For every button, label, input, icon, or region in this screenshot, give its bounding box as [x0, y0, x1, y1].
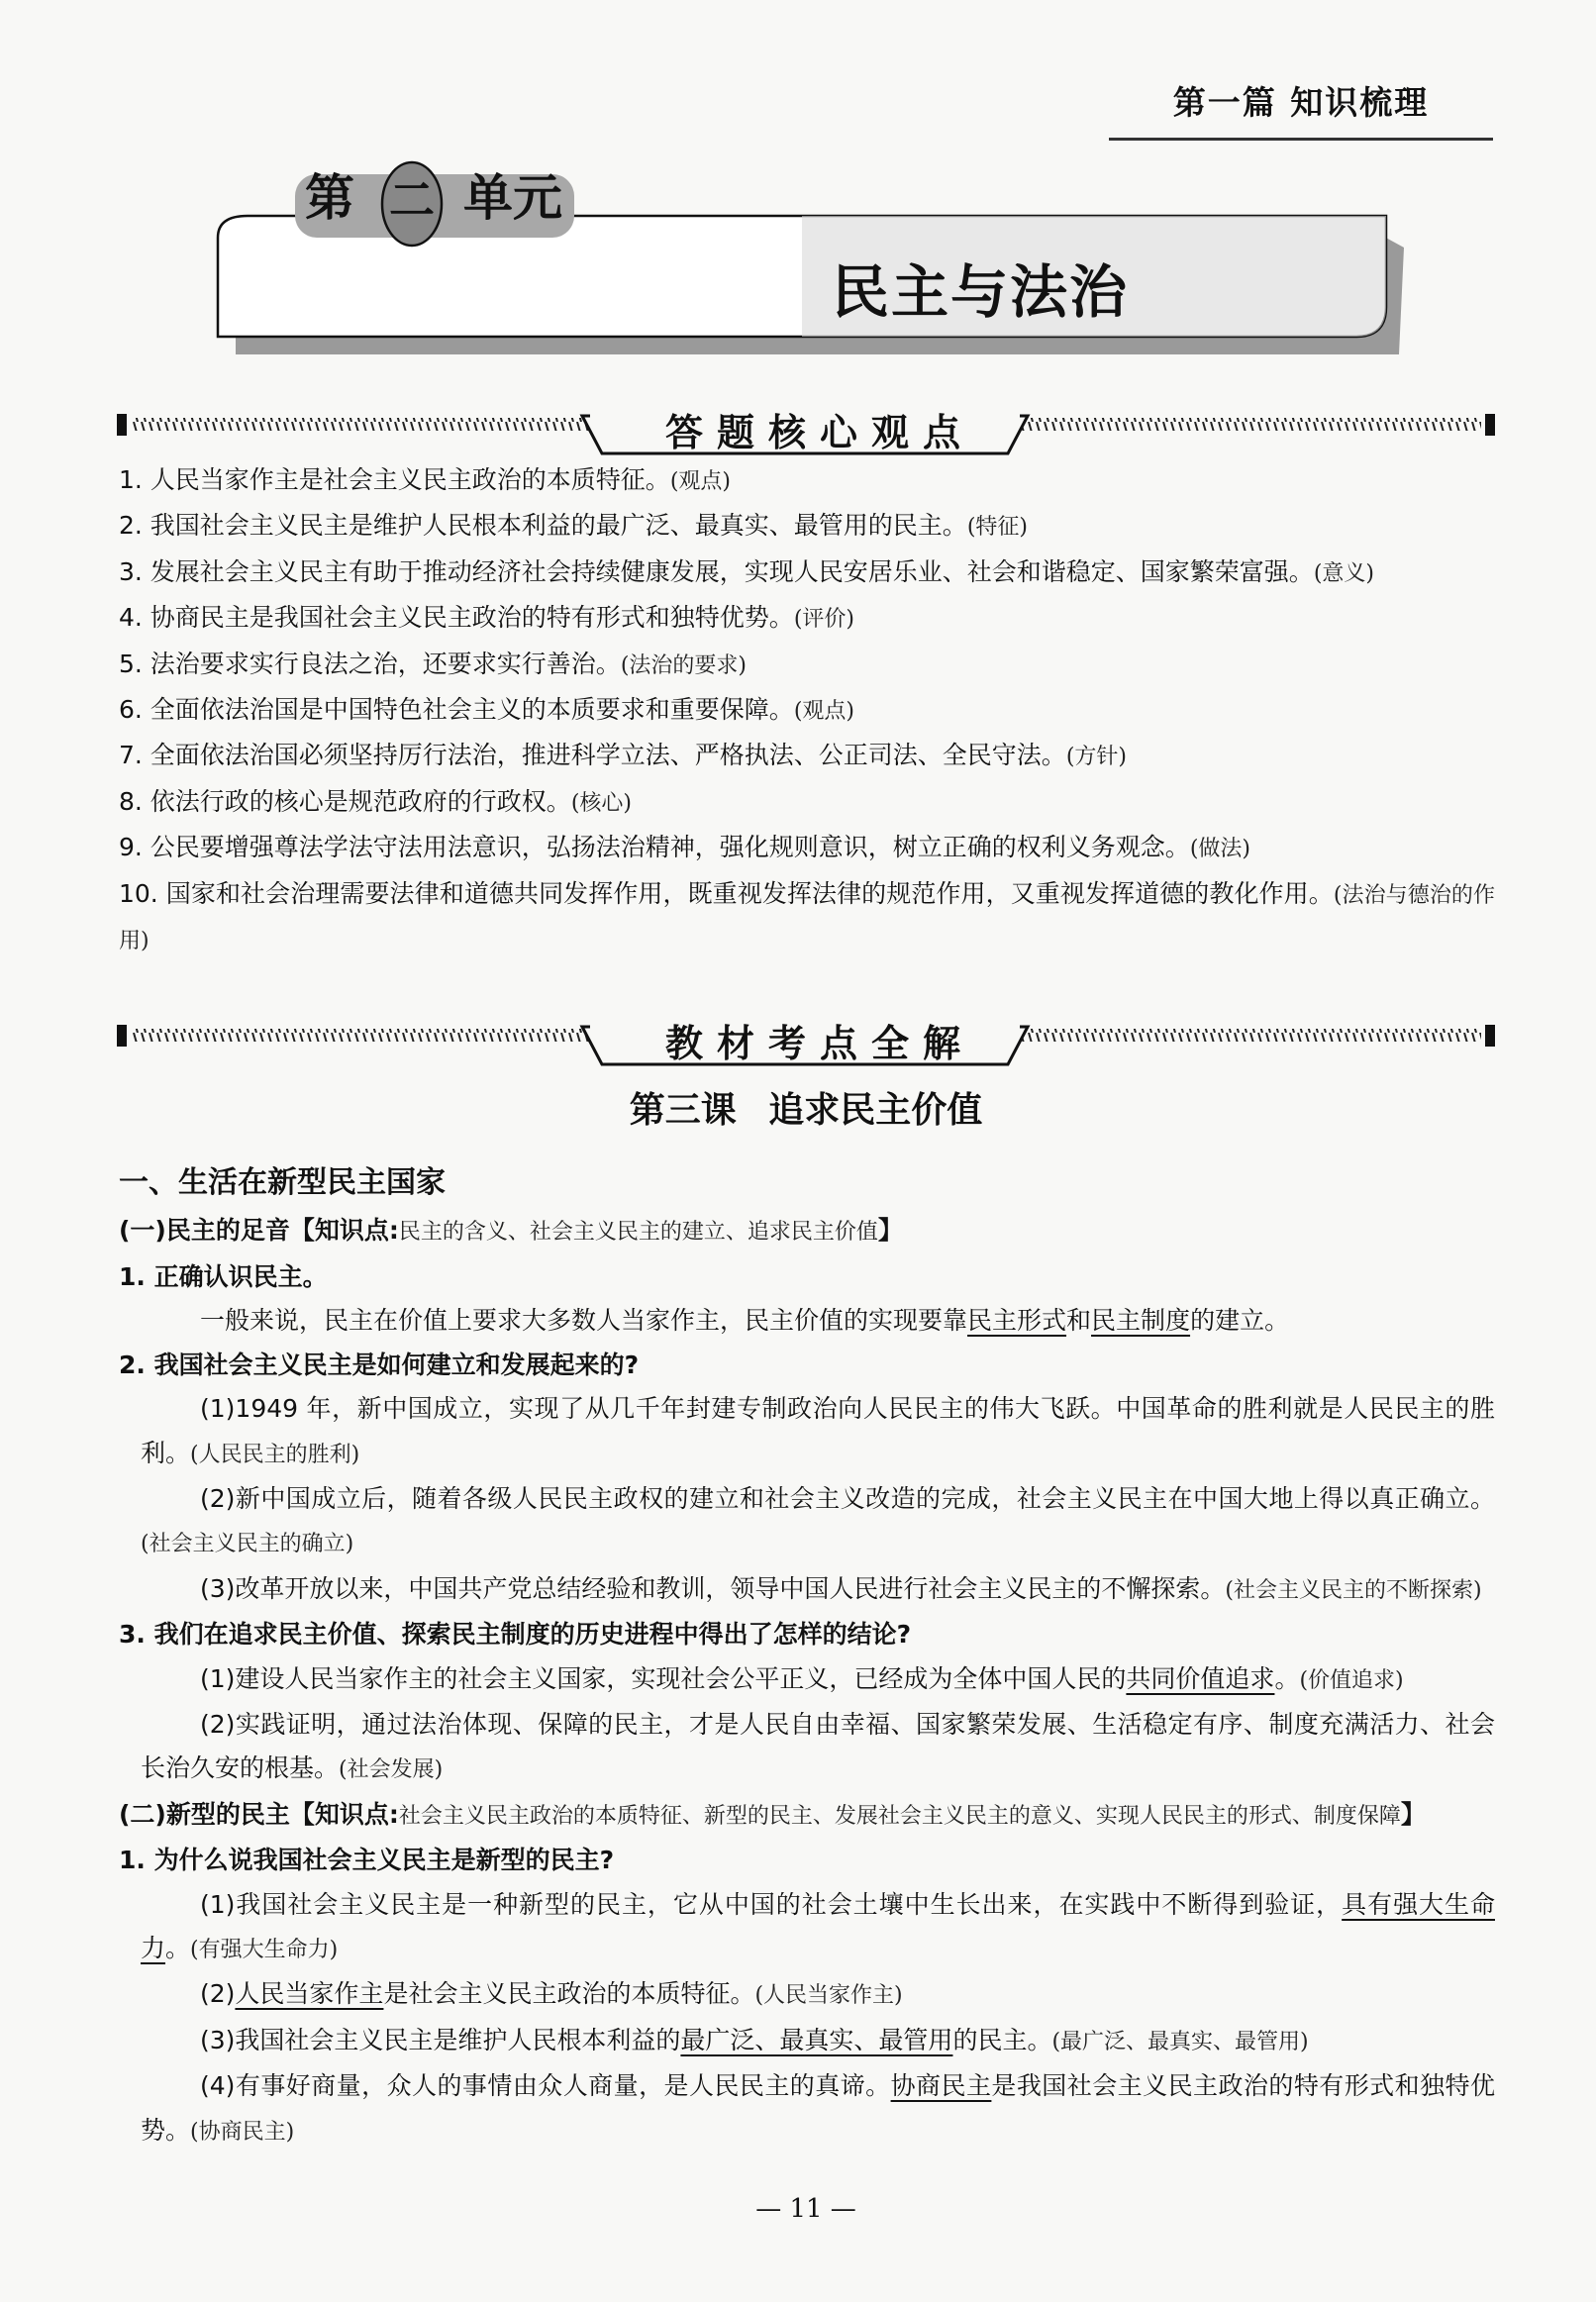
text-segment: (一)民主的足音【知识点: [119, 1216, 399, 1246]
section-title: 教材考点全解 [664, 1022, 974, 1066]
annotation: (协商民主) [190, 2119, 295, 2145]
annotation: (意义) [1313, 560, 1374, 586]
section-header-core-points [117, 394, 1495, 457]
annotation: (做法) [1189, 837, 1250, 862]
content-paragraph [119, 1387, 1495, 1477]
content-paragraph [119, 1883, 1495, 1973]
text-segment: 1. 人民当家作主是社会主义民主政治的本质特征。 [119, 465, 670, 494]
text-segment: (4)有事好商量，众人的事情由众人商量，是人民民主的真谛。 [200, 2071, 891, 2101]
underlined-keyword: 民主形式 [967, 1306, 1067, 1336]
annotation: (特征) [966, 515, 1028, 541]
underlined-keyword: 人民当家作主 [235, 1979, 384, 2009]
text-segment: 的民主。 [952, 2025, 1052, 2054]
unit-title: 民主与法治 [832, 258, 1130, 326]
unit-suffix: 单元 [463, 168, 562, 227]
text-segment: (1)建设人民当家作主的社会主义国家，实现社会公平正义，已经成为全体中国人民的 [200, 1663, 1127, 1693]
content-paragraph [119, 1793, 1495, 1839]
content-paragraph [119, 1477, 1495, 1567]
annotation: (方针) [1065, 745, 1127, 770]
annotation: (人民民主的胜利) [190, 1442, 360, 1467]
text-segment: (二)新型的民主【知识点: [119, 1799, 399, 1829]
text-segment: 2. 我国社会主义民主是维护人民根本利益的最广泛、最真实、最管用的民主。 [119, 511, 967, 541]
core-point-item [119, 458, 1495, 504]
content-paragraph [119, 1299, 1495, 1343]
content-paragraph [119, 1255, 1495, 1299]
text-segment: 8. 依法行政的核心是规范政府的行政权。 [119, 786, 571, 816]
text-segment: (2) [200, 1979, 236, 2009]
lesson-title: 第三课 追求民主价值 [629, 1090, 983, 1132]
text-segment: 。 [1274, 1663, 1300, 1693]
content-paragraph [119, 1657, 1495, 1703]
core-point-item [119, 643, 1495, 688]
text-segment: (1)1949 年，新中国成立，实现了从几千年封建专制政治向人民民主的伟大飞跃。中国革命的胜利就是人民民主的胜利。 [141, 1394, 1495, 1467]
text-segment: 4. 协商民主是我国社会主义民主政治的特有形式和独特优势。 [119, 603, 794, 633]
text-segment: 6. 全面依法治国是中国特色社会主义的本质要求和重要保障。 [119, 695, 794, 725]
text-segment: 10. 国家和社会治理需要法律和道德共同发挥作用，既重视发挥法律的规范作用，又重视发挥道德的教化作用。 [119, 878, 1334, 908]
annotation: 社会主义民主政治的本质特征、新型的民主、发展社会主义民主的意义、实现人民民主的形式、制度保障 [398, 1803, 1401, 1829]
part-title: 第一篇 知识梳理 [1109, 77, 1493, 141]
text-segment: 是我国社会主义民主政治的特有形式和独特优势。 [141, 2071, 1495, 2145]
core-point-item [119, 734, 1495, 779]
text-segment: 9. 公民要增强尊法学法守法用法意识，弘扬法治精神，强化规则意识，树立正确的权利义务观念。 [119, 833, 1190, 862]
unit-prefix: 第 [305, 168, 354, 227]
text-segment: 和 [1066, 1306, 1092, 1336]
content-paragraph [119, 1344, 1495, 1387]
annotation: (核心) [570, 790, 632, 816]
text-segment: 。 [165, 1933, 191, 1962]
core-point-item [119, 780, 1495, 826]
content-paragraph [119, 2064, 1495, 2154]
annotation: (人民当家作主) [754, 1983, 903, 2009]
core-point-item [119, 596, 1495, 642]
page-number: — 11 — [755, 2194, 856, 2224]
content-paragraph [119, 1209, 1495, 1254]
core-point-item [119, 550, 1495, 596]
page-body [117, 458, 1495, 2224]
text-segment: 一、生活在新型民主国家 [119, 1165, 446, 1201]
underlined-keyword: 共同价值追求 [1126, 1663, 1275, 1693]
unit-number: 二 [389, 173, 435, 227]
text-segment: (3)我国社会主义民主是维护人民根本利益的 [200, 2025, 681, 2054]
text-segment: (2)新中国成立后，随着各级人民民主政权的建立和社会主义改造的完成，社会主义民主在中国大地上得以真正确立。 [200, 1483, 1495, 1513]
annotation: 民主的含义、社会主义民主的建立、追求民主价值 [398, 1220, 878, 1246]
text-segment: 3. 我们在追求民主价值、探索民主制度的历史进程中得出了怎样的结论? [119, 1620, 912, 1650]
text-segment: (3)改革开放以来，中国共产党总结经验和教训，领导中国人民进行社会主义民主的不懈探索。 [200, 1573, 1226, 1603]
text-segment: 3. 发展社会主义民主有助于推动经济社会持续健康发展，实现人民安居乐业、社会和谐稳定、国家繁荣富强。 [119, 556, 1314, 586]
section-title: 答题核心观点 [664, 411, 974, 454]
annotation: (价值追求) [1299, 1667, 1404, 1693]
text-segment: 2. 我国社会主义民主是如何建立和发展起来的? [119, 1350, 640, 1379]
core-point-item [119, 872, 1495, 964]
content-paragraph [119, 1157, 1495, 1209]
content-paragraph [119, 1839, 1495, 1882]
annotation: (观点) [793, 699, 854, 725]
text-segment: 1. 正确认识民主。 [119, 1261, 328, 1291]
underlined-keyword: 具有强大生命力 [141, 1889, 1495, 1962]
content-paragraph [119, 2019, 1495, 2064]
section-header-textbook [117, 1005, 1495, 1068]
annotation: (法治的要求) [620, 652, 747, 678]
content-paragraph [119, 1972, 1495, 2018]
core-point-item [119, 826, 1495, 871]
annotation: (有强大生命力) [190, 1937, 339, 1962]
core-point-item [119, 504, 1495, 550]
unit-banner [208, 158, 1406, 356]
core-point-item [119, 688, 1495, 734]
annotation: (社会主义民主的确立) [141, 1532, 354, 1557]
core-points-list [119, 458, 1495, 963]
unit-banner-shape [208, 158, 1406, 356]
annotation: (观点) [669, 469, 731, 494]
content-paragraph [119, 1613, 1495, 1656]
annotation: (最广泛、最真实、最管用) [1051, 2029, 1309, 2054]
text-segment: 】 [877, 1216, 903, 1246]
text-segment: (1)我国社会主义民主是一种新型的民主，它从中国的社会土壤中生长出来，在实践中不断得到验证， [200, 1889, 1343, 1919]
text-segment: 1. 为什么说我国社会主义民主是新型的民主? [119, 1846, 615, 1875]
text-segment: 5. 法治要求实行良法之治，还要求实行善治。 [119, 649, 621, 678]
text-segment: 7. 全面依法治国必须坚持厉行法治，推进科学立法、严格执法、公正司法、全民守法。 [119, 741, 1066, 770]
text-segment: 】 [1400, 1799, 1426, 1829]
textbook-content [119, 1157, 1495, 2154]
annotation: (评价) [793, 607, 854, 633]
annotation: (社会发展) [339, 1757, 444, 1783]
text-segment: 是社会主义民主政治的本质特征。 [383, 1979, 755, 2009]
content-paragraph [119, 1703, 1495, 1793]
annotation: (法治与德治的作用) [119, 882, 1495, 954]
underlined-keyword: 协商民主 [890, 2071, 992, 2101]
underlined-keyword: 民主制度 [1091, 1306, 1191, 1336]
section-header-wrap [117, 394, 1495, 457]
underlined-keyword: 最广泛、最真实、最管用 [680, 2025, 953, 2054]
content-paragraph [119, 1567, 1495, 1613]
text-segment: 的建立。 [1190, 1306, 1290, 1336]
text-segment: (2)实践证明，通过法治体现、保障的民主，才是人民自由幸福、国家繁荣发展、生活稳定有序、制度充满活力、社会长治久安的根基。 [141, 1709, 1495, 1783]
text-segment: 一般来说，民主在价值上要求大多数人当家作主，民主价值的实现要靠 [200, 1306, 968, 1336]
annotation: (社会主义民主的不断探索) [1225, 1577, 1482, 1603]
